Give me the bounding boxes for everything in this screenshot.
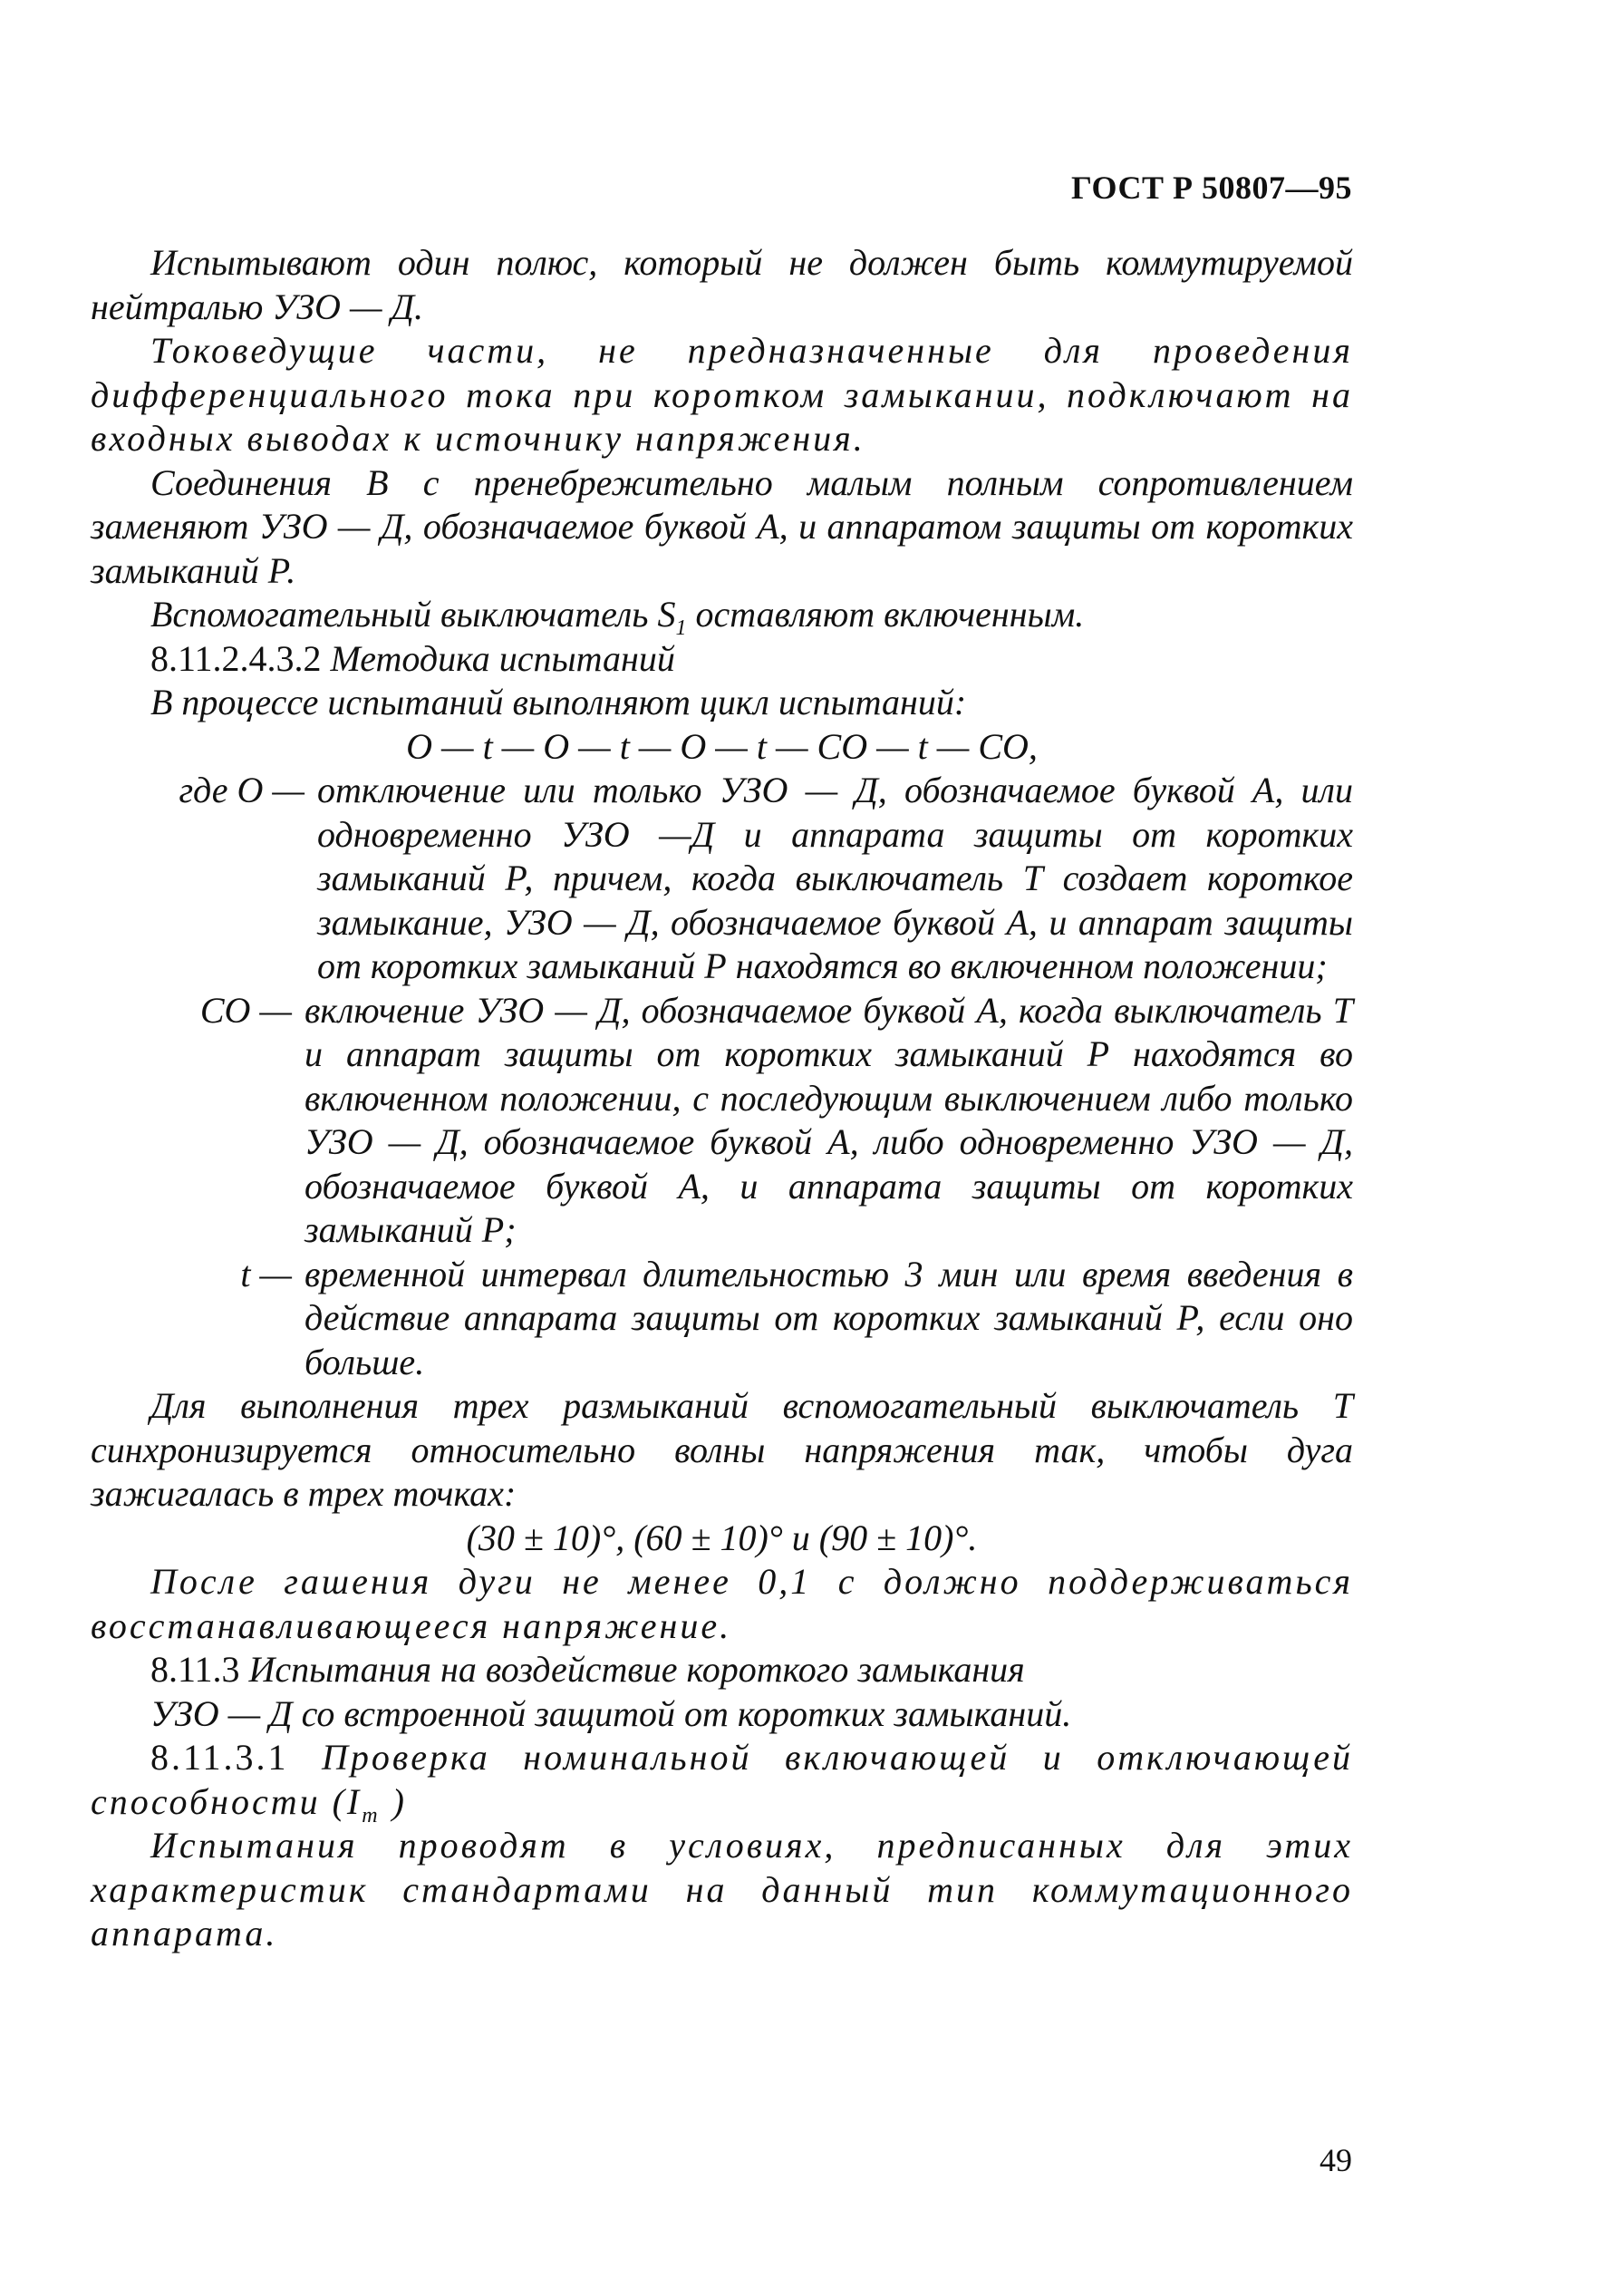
definition-term: СО — (199, 989, 292, 1031)
document-header: ГОСТ Р 50807—95 (1071, 170, 1352, 206)
section-number: 8.11.3 (150, 1649, 240, 1690)
aux-switch-text: Вспомогательный выключатель S (150, 594, 676, 635)
section-title: Проверка номинальной включающей и отключающей способности (I (91, 1737, 1353, 1822)
aux-switch-text-end: оставляют включенным. (686, 594, 1085, 635)
page-number: 49 (1320, 2142, 1352, 2178)
definition-t (91, 1253, 1353, 1385)
definition-o (91, 769, 1353, 989)
section-title: Методика испытаний (321, 637, 675, 679)
paragraph-three-openings: Для выполнения трех размыканий вспомогательный выключатель Т синхронизируется относительно волны напряжения так, чтобы дуга зажигалась в трех точках: (91, 1385, 1353, 1514)
definition-co (91, 989, 1353, 1253)
definition-description: отключение или только УЗО — Д, обозначаемое буквой А, или одновременно УЗО —Д и аппарата защиты от коротких замыканий Р, причем, когда выключатель Т создает короткое замыкание, УЗО — Д, обозначаемое буквой А, и аппарат защиты от коротких замыканий Р находятся во включенном положении; (317, 770, 1353, 986)
section-heading-capacity-check (91, 1736, 1353, 1827)
document-body (91, 241, 1353, 1956)
aux-switch-subscript: 1 (675, 616, 687, 640)
paragraph-test-cycle: В процессе испытаний выполняют цикл испытаний: (150, 682, 967, 722)
paragraph-rcd-builtin: УЗО — Д со встроенной защитой от коротких замыканий. (150, 1692, 1072, 1734)
paragraph-test-conditions: Испытания проводят в условиях, предписанных для этих характеристик стандартами на данный тип коммутационного аппарата. (91, 1825, 1353, 1953)
section-number: 8.11.3.1 (150, 1737, 289, 1778)
paragraph-recovery-voltage: После гашения дуги не менее 0,1 с должно поддерживаться восстанавливающееся напряжение. (91, 1561, 1353, 1646)
formula-angles: (30 ± 10)°, (60 ± 10)° и (90 ± 10)°. (466, 1517, 978, 1558)
current-subscript: m (362, 1803, 381, 1827)
section-heading-short-circuit (91, 1648, 1353, 1692)
section-heading-test-method (91, 637, 1353, 682)
definition-term: t — (240, 1253, 292, 1294)
section-number: 8.11.2.4.3.2 (150, 637, 322, 679)
paragraph-aux-switch (91, 593, 1353, 640)
section-title: Испытания на воздействие короткого замыкания (239, 1649, 1025, 1690)
section-title-close: ) (380, 1780, 407, 1822)
paragraph-live-parts: Токоведущие части, не предназначенные для проведения дифференциального тока при коротком замыкании, подключают на входных выводах к источнику напряжения. (91, 330, 1353, 459)
definition-description: включение УЗО — Д, обозначаемое буквой А, когда выключатель Т и аппарат защиты от коротких замыканий Р находятся во включенном положении, с последующим выключением либо только УЗО — Д, обозначаемое буквой А, либо одновременно УЗО — Д, обозначаемое буквой А, и аппарата защиты от коротких замыканий Р; (304, 989, 1353, 1250)
definition-description: временной интервал длительностью 3 мин или время введения в действие аппарата защиты от коротких замыканий Р, если оно больше. (304, 1253, 1353, 1382)
paragraph-connections: Соединения В с пренебрежительно малым полным сопротивлением заменяют УЗО — Д, обозначаемое буквой А, и аппаратом защиты от коротких замыканий Р. (91, 461, 1353, 591)
definition-term: где О — (179, 770, 304, 810)
paragraph-test-pole: Испытывают один полюс, который не должен быть коммутируемой нейтралью УЗО — Д. (91, 242, 1353, 327)
formula-test-cycle: О — t — О — t — О — t — СО — t — СО, (406, 725, 1038, 767)
